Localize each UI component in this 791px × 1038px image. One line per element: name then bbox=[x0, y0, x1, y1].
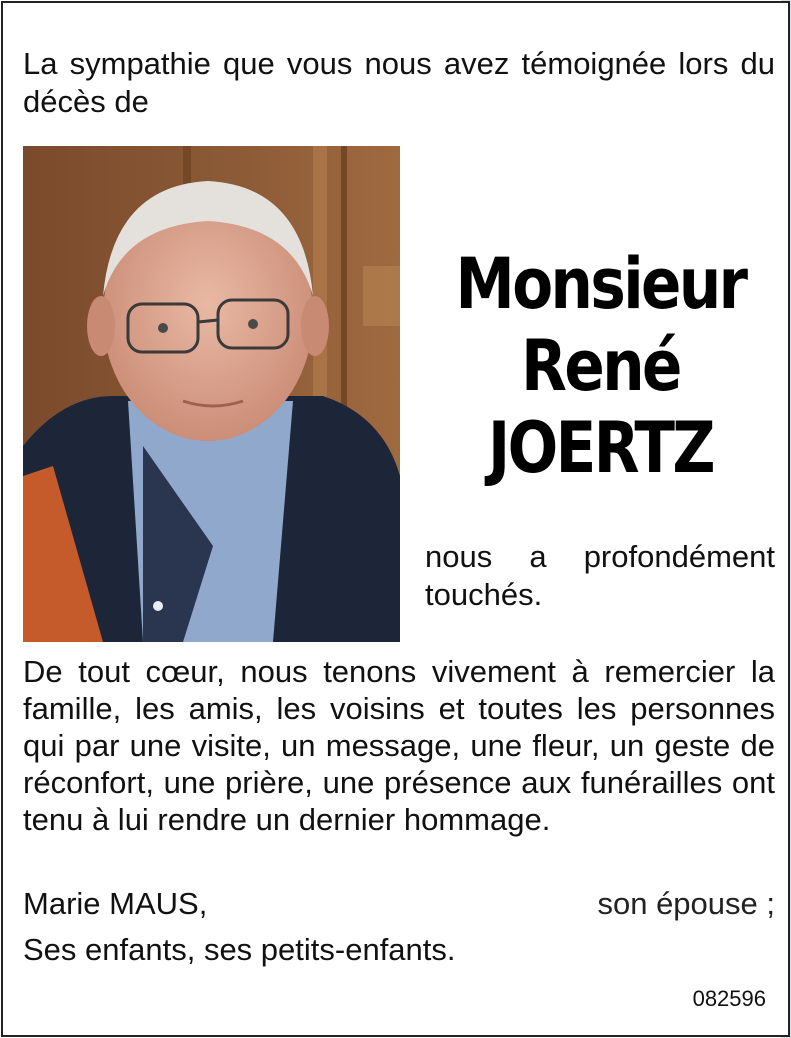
intro-text: La sympathie que vous nous avez témoignée lors du décès de bbox=[23, 46, 775, 119]
thanks-paragraph: De tout cœur, nous tenons vivement à remercier la famille, les amis, les voisins et toutes les personnes qui par une visite, un message, une fleur, un geste de réconfort, une prière, une présence aux funérailles ont tenu à lui rendre un dernier hommage. bbox=[23, 654, 775, 837]
signature-children: Ses enfants, ses petits-enfants. bbox=[23, 932, 456, 967]
name-first: René bbox=[521, 325, 680, 407]
name-title: Monsieur bbox=[455, 243, 746, 325]
signature-row bbox=[23, 885, 775, 925]
deceased-name bbox=[450, 243, 752, 489]
portrait-photo bbox=[23, 146, 400, 642]
obituary-card bbox=[1, 1, 790, 1037]
touched-text: nous a profondément touchés. bbox=[425, 539, 775, 612]
signature-name: Marie MAUS, bbox=[23, 886, 208, 921]
signature-relation: son épouse ; bbox=[597, 886, 775, 921]
reference-number: 082596 bbox=[692, 986, 766, 1011]
name-last: JOERTZ bbox=[488, 407, 713, 489]
